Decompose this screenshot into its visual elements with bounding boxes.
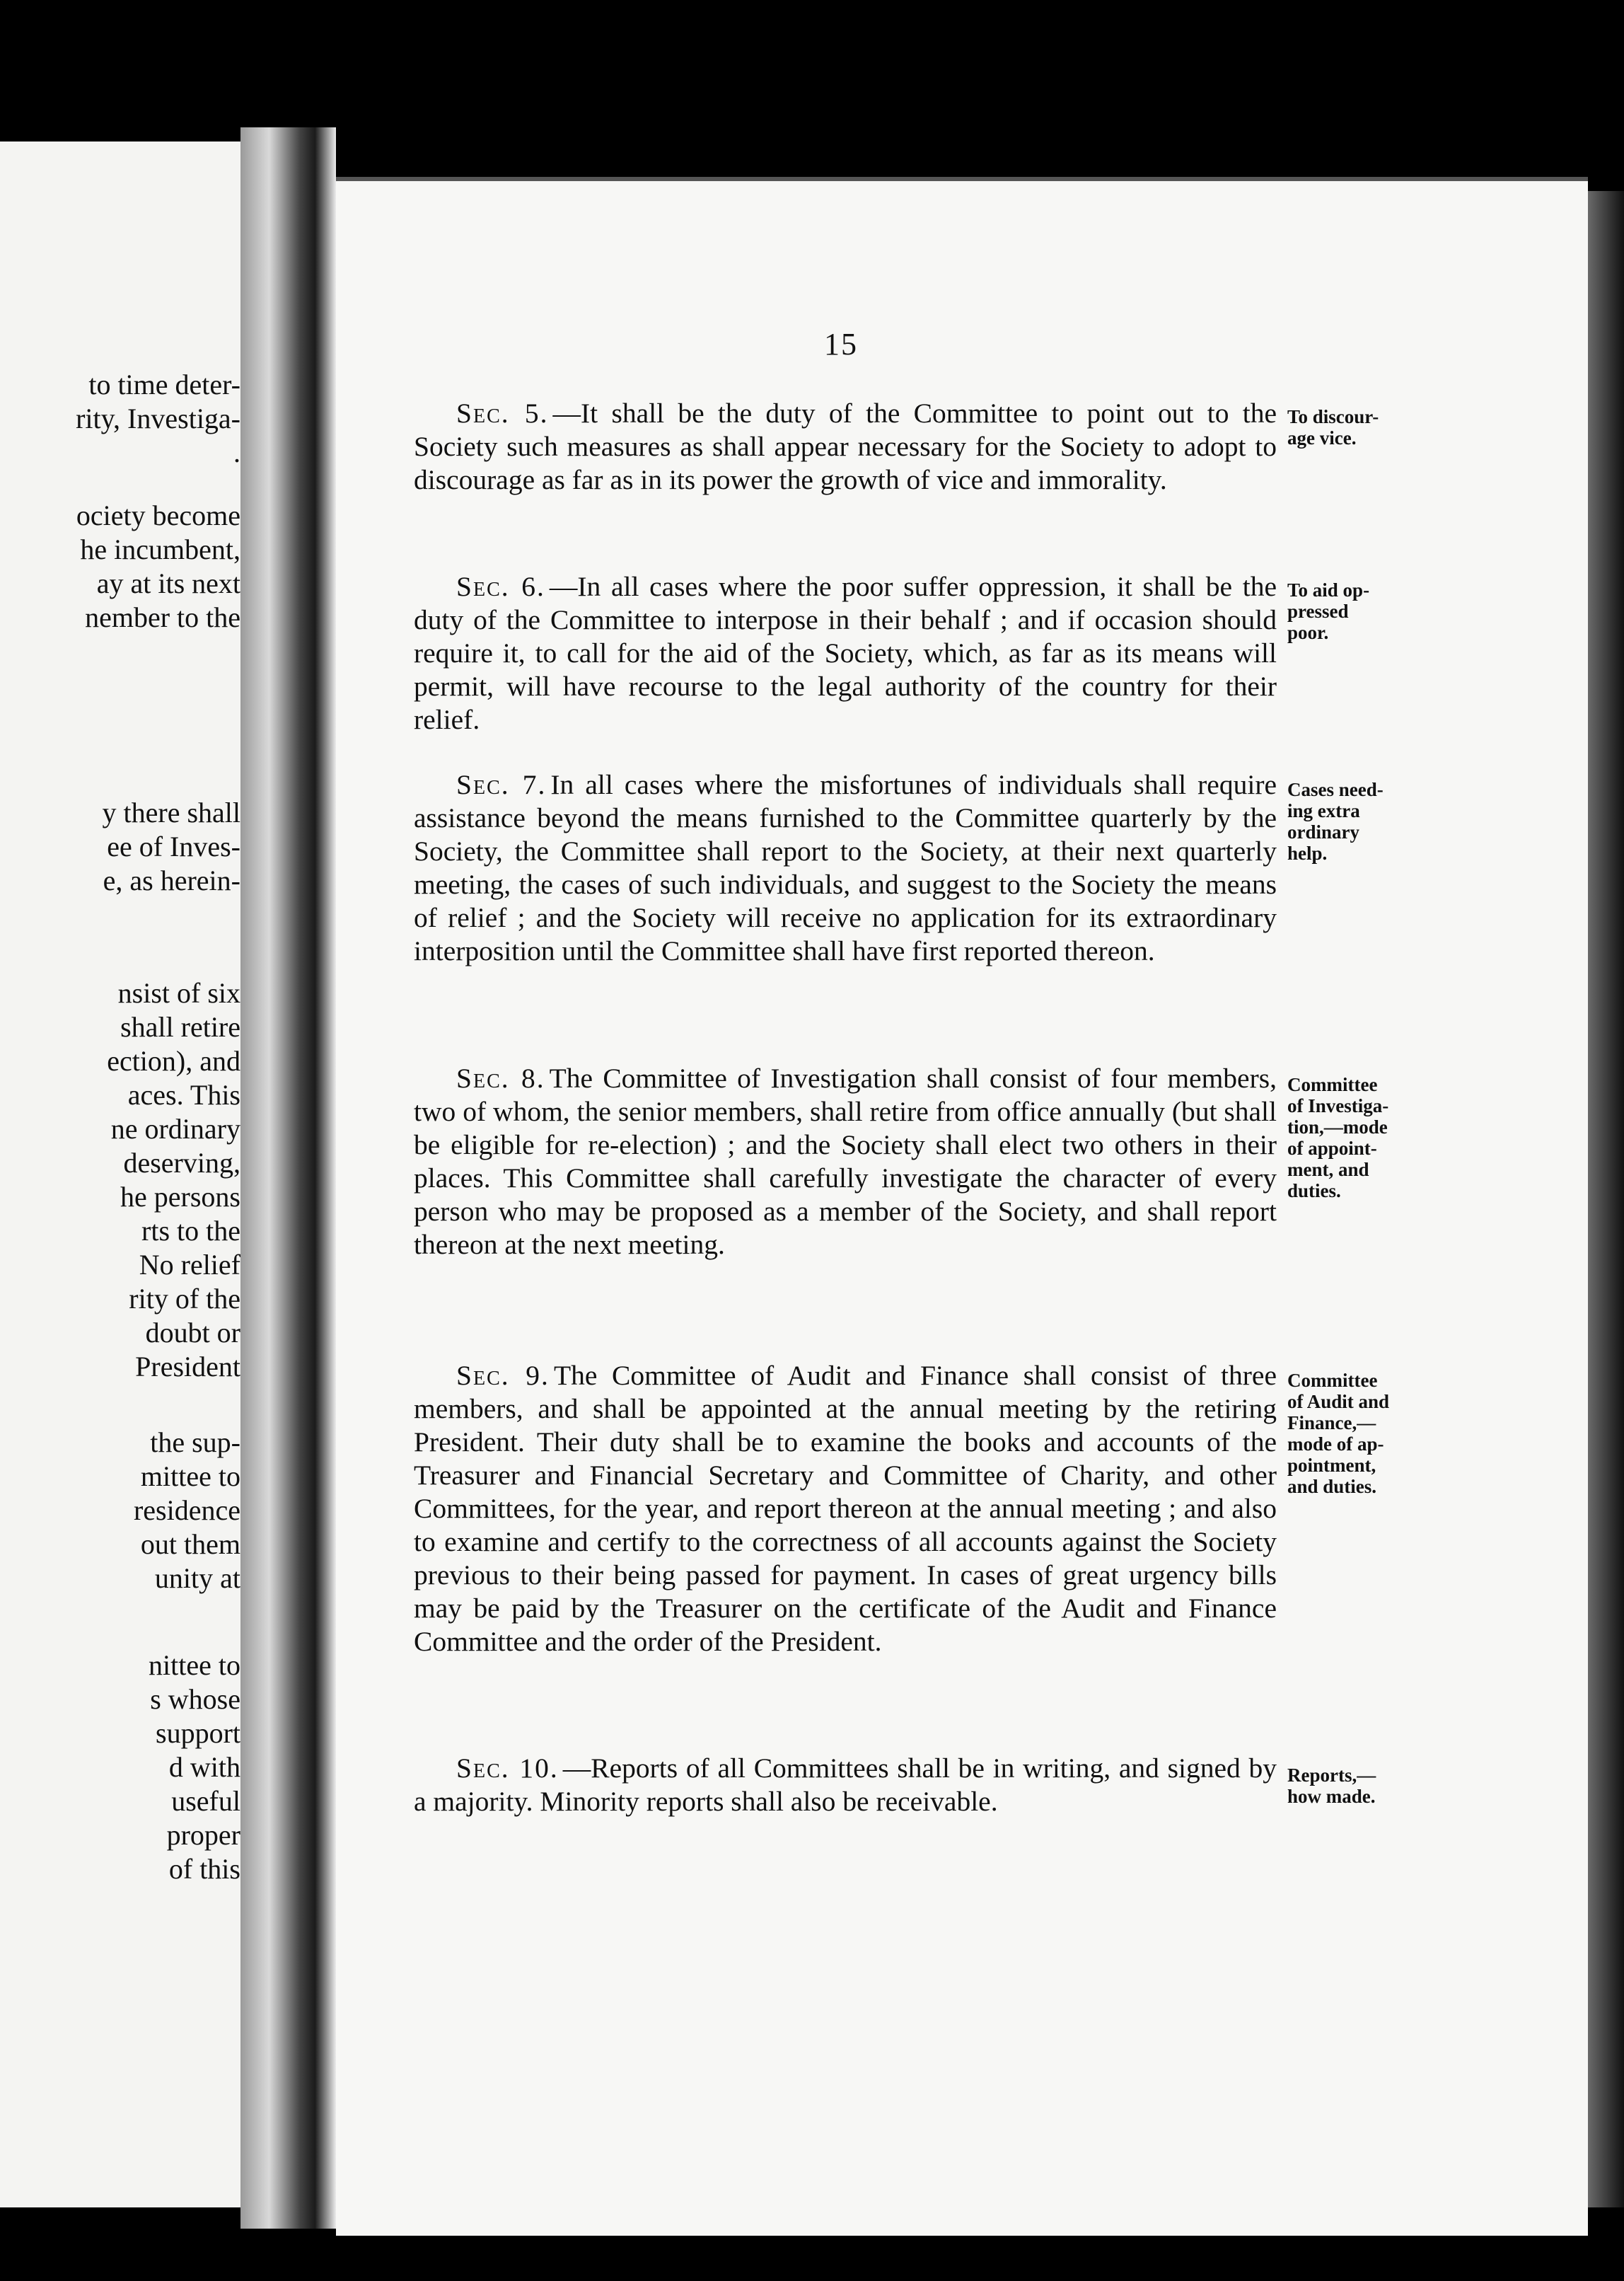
section-label: Sec. 10. bbox=[456, 1752, 559, 1784]
main-page bbox=[336, 177, 1588, 2236]
section-6 bbox=[414, 570, 1277, 737]
section-label: Sec. 5. bbox=[456, 398, 549, 429]
section-label: Sec. 7. bbox=[456, 769, 547, 800]
section-text: In all cases where the misfortunes of individuals shall require assistance beyond the means furnished to the Committee quarterly by the Society, the Committee shall report to the Society, at their next quarterly meeting, the cases of such individuals, and suggest to the Society the means of relief ; and the Society will receive no application for its extraordinary interposition until the Committee shall have first reported thereon. bbox=[414, 769, 1277, 966]
section-8 bbox=[414, 1062, 1277, 1261]
section-text: —It shall be the duty of the Committee to point out to the Society such measures as shall appear necessary for the Society to adopt to discourage as far as in its power the growth of vice and immorality. bbox=[414, 398, 1277, 495]
marginal-note-10: Reports,— how made. bbox=[1287, 1765, 1376, 1807]
left-page-fragment-e: the sup- mittee to residence out them unity at bbox=[133, 1426, 240, 1594]
marginal-note-6: To aid op- pressed poor. bbox=[1287, 579, 1370, 643]
section-label: Sec. 6. bbox=[456, 571, 545, 602]
section-text: The Committee of Audit and Finance shall consist of three members, and shall be appointed at the annual meeting by the retiring President. Their duty shall be to examine the books and accounts of the Treasurer and Financial Secretary and Committee of Charity, and other Committees, for the year, and report thereon at the annual meeting ; and also to examine and certify to the correctness of all accounts against the Society previous to their being passed for payment. In cases of great urgency bills may be paid by the Treasurer on the certificate of the Audit and Finance Committee and the order of the President. bbox=[414, 1360, 1277, 1657]
marginal-note-7: Cases need- ing extra ordinary help. bbox=[1287, 779, 1384, 864]
left-facing-page bbox=[0, 142, 240, 2207]
section-label: Sec. 8. bbox=[456, 1063, 545, 1094]
page-edge-shadow bbox=[1588, 191, 1624, 2207]
left-page-fragment-b: ociety become he incumbent, ay at its next nember to the bbox=[76, 499, 240, 633]
section-5 bbox=[414, 397, 1277, 497]
left-page-fragment-f: nittee to s whose support d with useful proper of this bbox=[149, 1649, 240, 1885]
section-7 bbox=[414, 768, 1277, 968]
section-label: Sec. 9. bbox=[456, 1360, 550, 1391]
page-number: 15 bbox=[824, 327, 858, 362]
left-page-fragment-a: to time deter- rity, Investiga- . bbox=[76, 369, 240, 468]
section-text: —Reports of all Committees shall be in writing, and signed by a majority. Minority reports shall also be receivable. bbox=[414, 1752, 1277, 1817]
marginal-note-8: Committee of Investiga- tion,—mode of appoint- ment, and duties. bbox=[1287, 1074, 1389, 1201]
marginal-note-9: Committee of Audit and Finance,— mode of ap- pointment, and duties. bbox=[1287, 1370, 1390, 1497]
section-10 bbox=[414, 1752, 1277, 1818]
left-page-fragment-d: nsist of six shall retire ection), and aces. This ne ordinary deserving, he persons rts to the No relief rity of the doubt or President bbox=[107, 977, 240, 1382]
marginal-note-5: To discour- age vice. bbox=[1287, 406, 1379, 449]
section-text: The Committee of Investigation shall consist of four members, two of whom, the senior members, shall retire from office annually (but shall be eligible for re-election) ; and the Society shall elect two others in their places. This Committee shall carefully investigate the character of every person who may be proposed as a member of the Society, and shall report thereon at the next meeting. bbox=[414, 1063, 1277, 1260]
book-gutter bbox=[240, 127, 336, 2229]
left-page-fragment-c: y there shall ee of Inves- e, as herein- bbox=[102, 797, 240, 896]
section-text: —In all cases where the poor suffer oppression, it shall be the duty of the Committee to interpose in their behalf ; and if occasion should require it, to call for the aid of the Society, which, as far as its means will permit, will have recourse to the legal authority of the country for their relief. bbox=[414, 571, 1277, 735]
section-9 bbox=[414, 1359, 1277, 1658]
